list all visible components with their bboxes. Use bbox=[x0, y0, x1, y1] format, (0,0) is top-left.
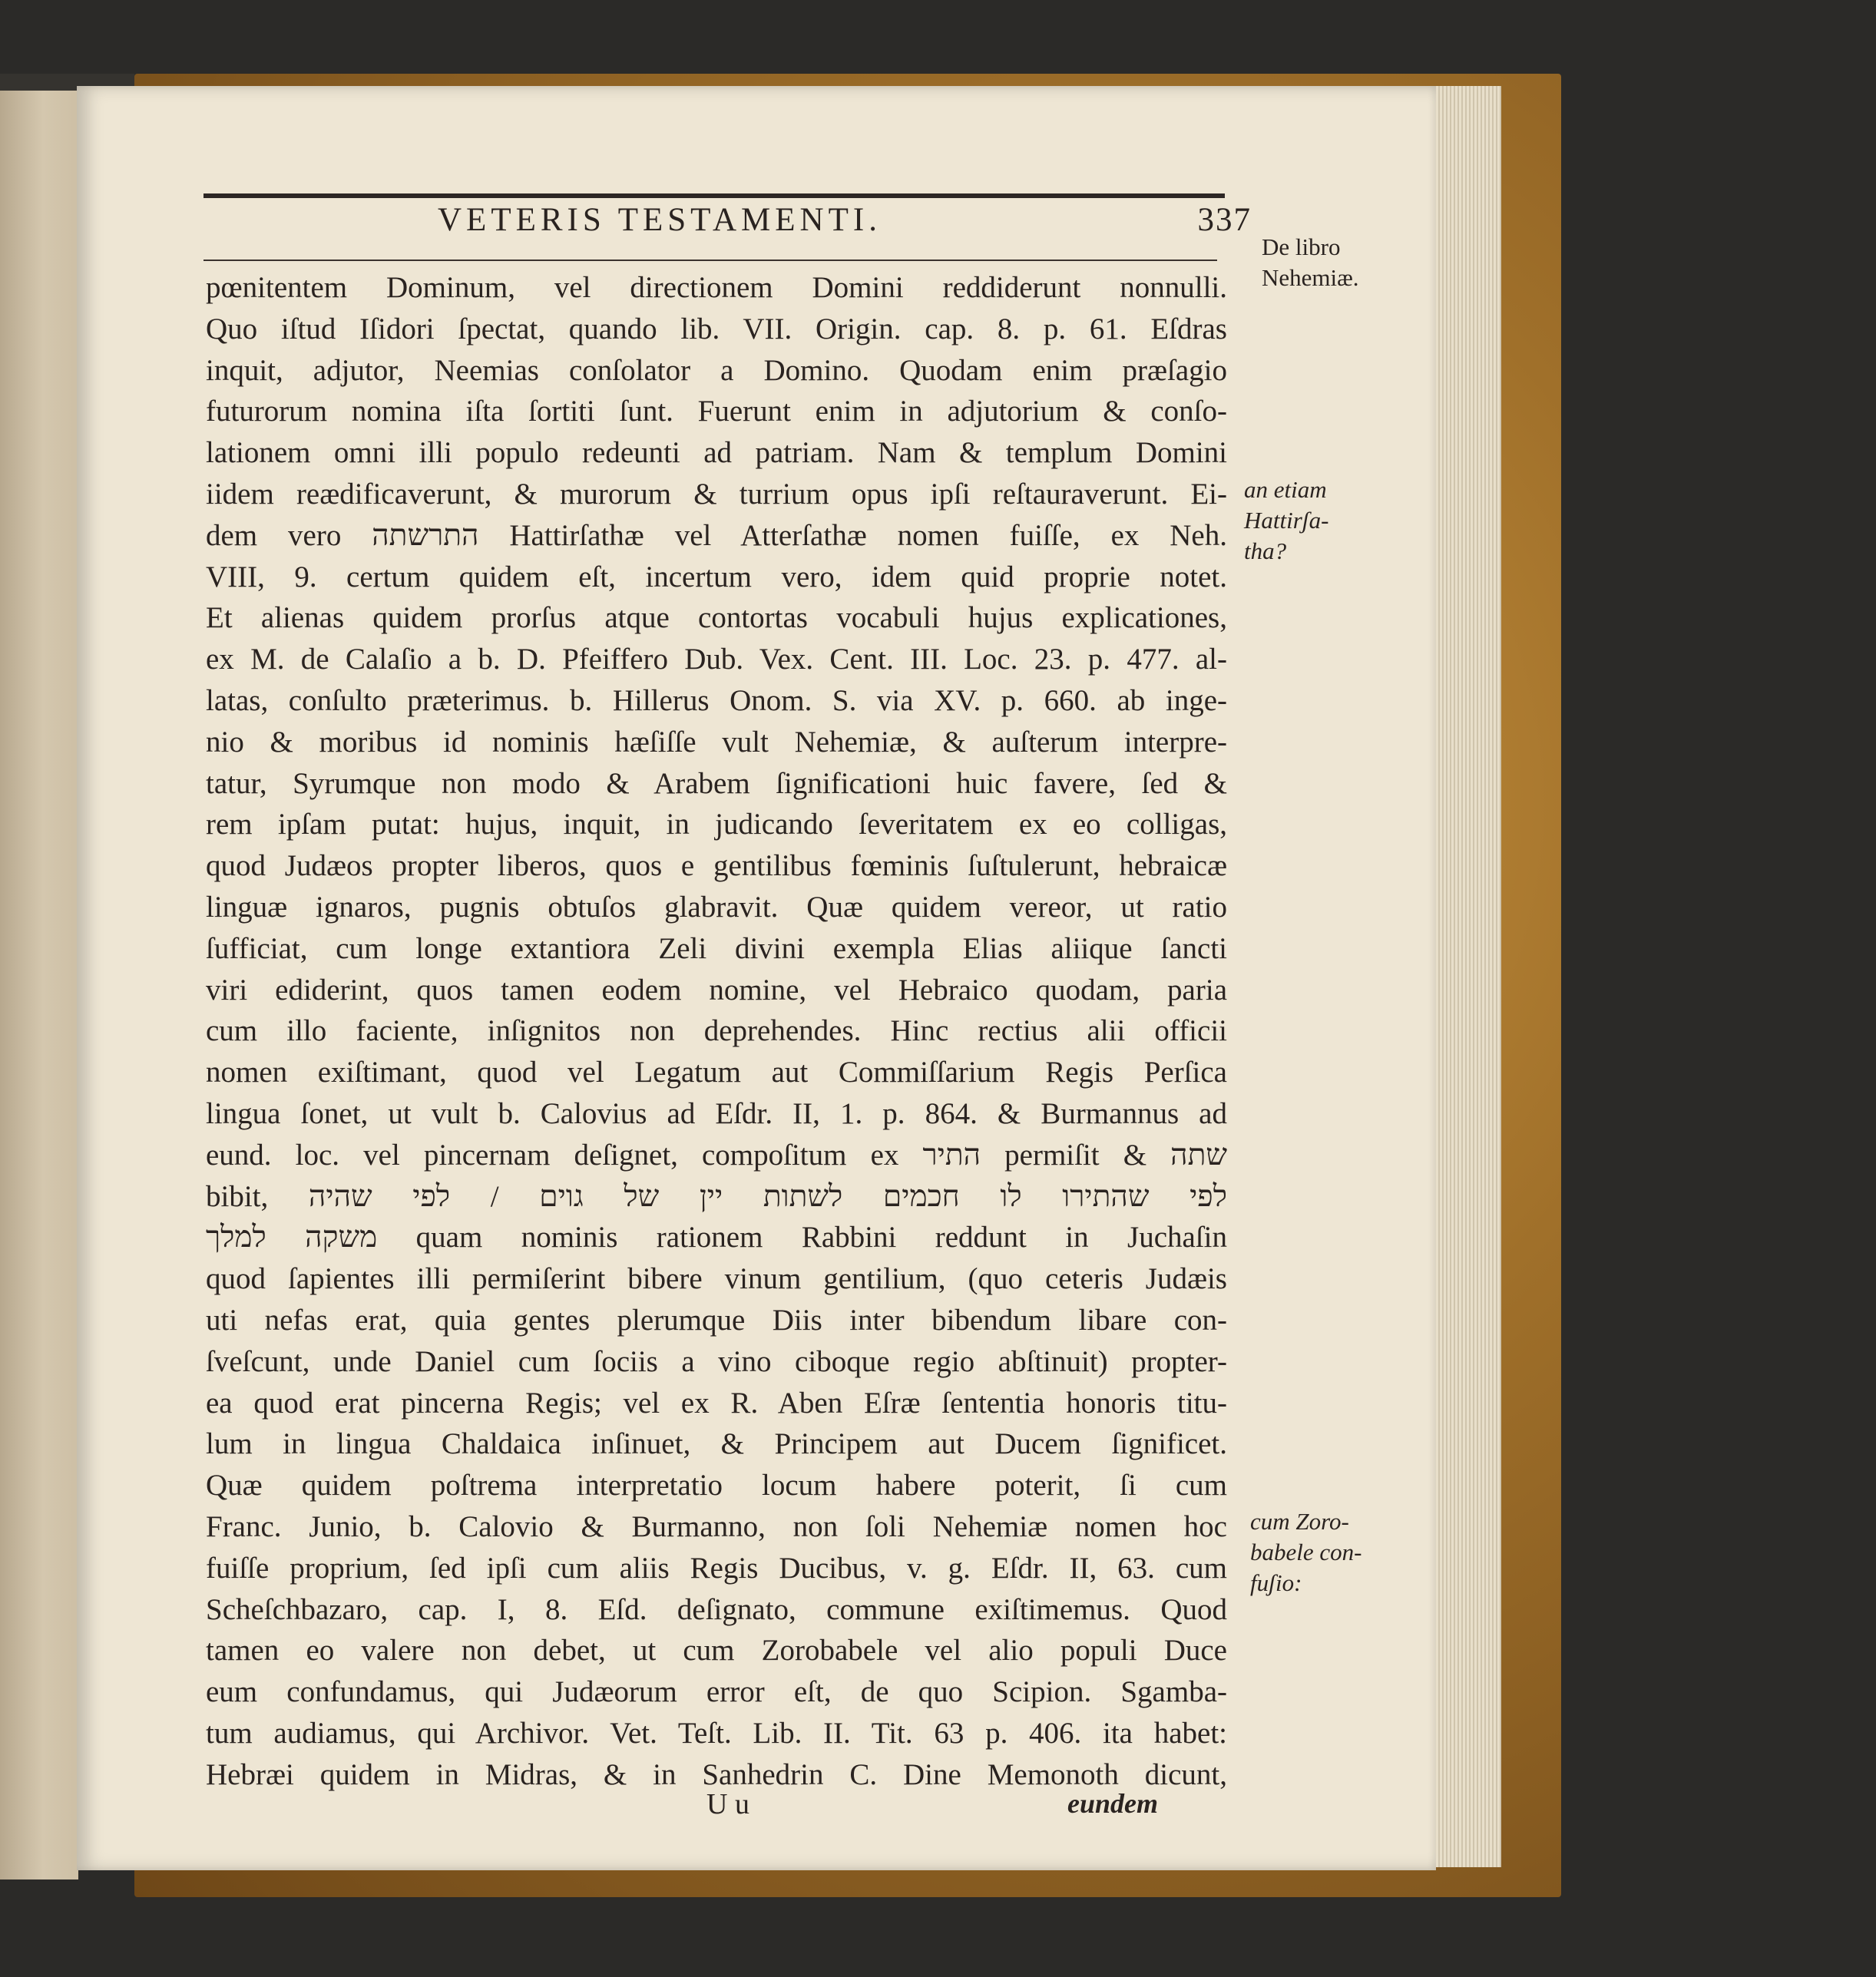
text-line: Scheſchbazaro, cap. I, 8. Eſd. deſignato, commune exiſtimemus. Quod bbox=[206, 1592, 1227, 1626]
text-line: lationem omni illi populo redeunti ad patriam. Nam & templum Domini bbox=[206, 436, 1227, 470]
text-line: fuiſſe proprium, ſed ipſi cum aliis Regis Ducibus, v. g. Eſdr. II, 63. cum bbox=[206, 1551, 1227, 1585]
page-number: 337 bbox=[1197, 202, 1252, 238]
text-line: futurorum nomina iſta ſortiti ſunt. Fuerunt enim in adjutorium & conſo- bbox=[206, 395, 1227, 428]
signature-mark: U u bbox=[706, 1788, 749, 1820]
marginal-note-line: an etiam bbox=[1244, 476, 1327, 503]
text-line: lingua ſonet, ut vult b. Calovius ad Eſdr. II, 1. p. 864. & Burmannus ad bbox=[206, 1096, 1227, 1130]
book-page bbox=[77, 86, 1436, 1870]
text-line: VIII, 9. certum quidem eſt, incertum vero, idem quid proprie notet. bbox=[206, 560, 1227, 593]
text-line: Hebræi quidem in Midras, & in Sanhedrin C. Dine Memonoth dicunt, bbox=[206, 1757, 1227, 1791]
running-title: VETERIS TESTAMENTI. bbox=[438, 202, 882, 238]
text-line: tum audiamus, qui Archivor. Vet. Teſt. Lib. II. Tit. 63 p. 406. ita habet: bbox=[206, 1716, 1227, 1750]
text-line: pœnitentem Dominum, vel directionem Domini reddiderunt nonnulli. bbox=[206, 271, 1227, 304]
text-line: nomen exiſtimant, quod vel Legatum aut Commiſſarium Regis Perſica bbox=[206, 1056, 1227, 1089]
text-line: eund. loc. vel pincernam deſignet, compoſitum ex התיר permiſit & שתה bbox=[206, 1138, 1227, 1172]
marginal-note-1 bbox=[1262, 232, 1359, 293]
header-rule bbox=[203, 193, 1225, 198]
text-line: quod ſapientes illi permiſerint bibere vinum gentilium, (quo ceteris Judæis bbox=[206, 1262, 1227, 1296]
text-line: inquit, adjutor, Neemias conſolator a Domino. Quodam enim præſagio bbox=[206, 353, 1227, 387]
header-underline bbox=[203, 260, 1217, 261]
text-line: ea quod erat pincerna Regis; vel ex R. Aben Eſræ ſententia honoris titu- bbox=[206, 1386, 1227, 1420]
text-line: ſufficiat, cum longe extantiora Zeli divini exempla Elias aliique ſancti bbox=[206, 931, 1227, 965]
page-edges bbox=[1428, 86, 1501, 1867]
text-line: Quæ quidem poſtrema interpretatio locum habere poterit, ſi cum bbox=[206, 1469, 1227, 1503]
text-line: Quo iſtud Iſidori ſpectat, quando lib. VII. Origin. cap. 8. p. 61. Eſdras bbox=[206, 312, 1227, 345]
page-content bbox=[77, 86, 1436, 1870]
marginal-note-line: tha? bbox=[1244, 537, 1287, 564]
text-line: latas, conſulto præterimus. b. Hillerus Onom. S. via XV. p. 660. ab inge- bbox=[206, 683, 1227, 717]
text-line: linguæ ignaros, pugnis obtuſos glabravit. Quæ quidem vereor, ut ratio bbox=[206, 890, 1227, 924]
text-line: cum illo faciente, inſignitos non deprehendes. Hinc rectius alii officii bbox=[206, 1014, 1227, 1048]
text-line: viri ediderint, quos tamen eodem nomine, vel Hebraico quodam, paria bbox=[206, 973, 1227, 1007]
marginal-note-3 bbox=[1250, 1506, 1362, 1598]
text-line: tamen eo valere non debet, ut cum Zorobabele vel alio populi Duce bbox=[206, 1634, 1227, 1668]
running-header bbox=[438, 201, 1252, 239]
text-line: rem ipſam putat: hujus, inquit, in judicando ſeveritatem ex eo colligas, bbox=[206, 808, 1227, 841]
text-line: bibit, לפי שהתירו לו חכמים לשתות יין של גוים / לפי שהיה bbox=[206, 1179, 1227, 1213]
text-line: dem vero התרשתה Hattirſathæ vel Atterſathæ nomen fuiſſe, ex Neh. bbox=[206, 518, 1227, 552]
text-line: lum in lingua Chaldaica inſinuet, & Principem aut Ducem ſignificet. bbox=[206, 1427, 1227, 1461]
catchword: eundem bbox=[1067, 1788, 1159, 1819]
text-line: ex M. de Calaſio a b. D. Pfeiffero Dub. Vex. Cent. III. Loc. 23. p. 477. al- bbox=[206, 643, 1227, 676]
text-line: nio & moribus id nominis hæſiſſe vult Nehemiæ, & auſterum interpre- bbox=[206, 725, 1227, 759]
marginal-note-line: babele con- bbox=[1250, 1539, 1362, 1565]
marginal-note-line: Hattirʃa- bbox=[1244, 507, 1329, 534]
text-line: uti nefas erat, quia gentes plerumque Diis inter bibendum libare con- bbox=[206, 1303, 1227, 1337]
marginal-note-line: De libro bbox=[1262, 233, 1341, 260]
text-line: quod Judæos propter liberos, quos e gentilibus fœminis ſuſtulerunt, hebraicæ bbox=[206, 849, 1227, 883]
marginal-note-2 bbox=[1244, 474, 1329, 567]
text-line: Et alienas quidem prorſus atque contortas vocabuli hujus explicationes, bbox=[206, 601, 1227, 635]
facing-page bbox=[0, 91, 78, 1879]
text-line: ſveſcunt, unde Daniel cum ſociis a vino ciboque regio abſtinuit) propter- bbox=[206, 1344, 1227, 1378]
text-line: משקה למלך quam nominis rationem Rabbini reddunt in Juchaſin bbox=[206, 1221, 1228, 1255]
text-line: eum confundamus, qui Judæorum error eſt, de quo Scipion. Sgamba- bbox=[206, 1675, 1227, 1709]
text-line: tatur, Syrumque non modo & Arabem ſignificationi huic favere, ſed & bbox=[206, 766, 1227, 800]
marginal-note-line: Nehemiæ. bbox=[1262, 264, 1359, 291]
body-text bbox=[206, 267, 1227, 1795]
marginal-note-line: cum Zoro- bbox=[1250, 1508, 1349, 1535]
marginal-note-line: fuʃio: bbox=[1250, 1569, 1302, 1596]
text-line: Franc. Junio, b. Calovio & Burmanno, non ſoli Nehemiæ nomen hoc bbox=[206, 1509, 1227, 1543]
text-line: iidem reædificaverunt, & murorum & turrium opus ipſi reſtauraverunt. Ei- bbox=[206, 477, 1227, 511]
